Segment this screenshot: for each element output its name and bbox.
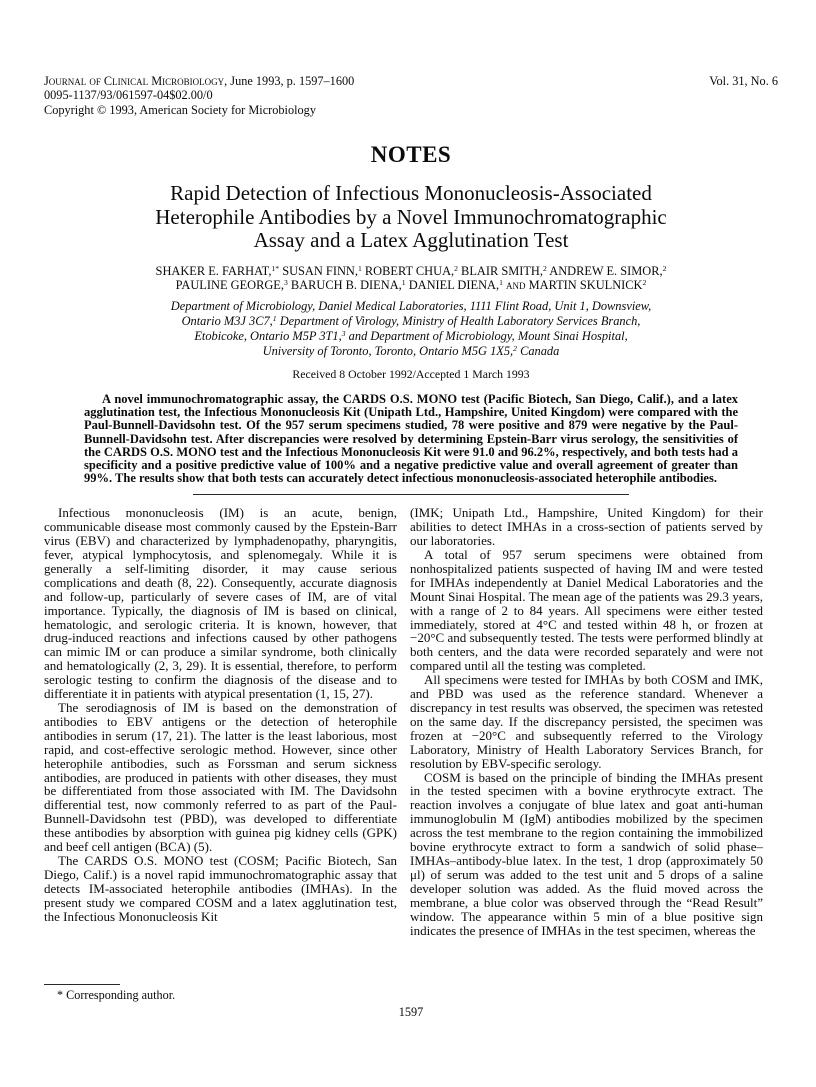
volume-info: Vol. 31, No. 6 (709, 74, 778, 88)
author-line: PAULINE GEORGE,$^3$ BARUCH B. DIENA,$^1$ DANIEL DIENA,$^1$ and MARTIN SKULNICK$^2$ (175, 278, 647, 293)
right-column (410, 506, 763, 1002)
superscript-ref: 1 (357, 263, 362, 273)
author-list (44, 264, 778, 293)
superscript-ref: 2 (542, 263, 547, 273)
affiliation-line: University of Toronto, Toronto, Ontario M5G 1X5,$^2$ Canada (262, 343, 560, 358)
section-heading: NOTES (370, 142, 452, 168)
journal-line: Journal of Clinical Microbiology, June 1993, p. 1597–1600 (44, 74, 355, 88)
body-paragraph: A total of 957 serum specimens were obtained from nonhospitalized patients suspected of having IM and were tested for IMHAs independently at Daniel Medical Laboratories and the Mount Sinai Hospital. The mean age of the patients was 29.3 years, with a range of 2 to 84 years. All specimens were either tested immediately, stored at 4°C and tested within 48 h, or frozen at −20°C and subsequently tested. The tests were performed blindly at both centers, and the data were recorded separately and were not compared until all the testing was completed. (410, 547, 763, 674)
body-paragraph: The CARDS O.S. MONO test (COSM; Pacific Biotech, San Diego, Calif.) is a novel rapid immunochromatographic assay that detects IM-associated heterophile antibodies (IMHAs). In the present study we compared COSM and a latex agglutination test, the Infectious Mononucleosis Kit (44, 852, 397, 924)
affiliations (44, 299, 778, 359)
superscript-ref: 1 (401, 278, 406, 288)
small-caps-text: and (506, 278, 526, 293)
superscript-ref: 2 (642, 278, 647, 288)
body-paragraph: The serodiagnosis of IM is based on the demonstration of antibodies to EBV antigens or the detection of heterophile antibodies in serum (17, 21). The latter is the least laborious, most rapid, and cost-effective serologic method. However, since other heterophile antibodies, such as Forssman and serum sickness antibodies, are produced in patients with other diseases, they must be differentiated from those associated with IM. The Davidsohn differential test, now commonly referred to as part of the Paul-Bunnell-Davidsohn test (PBD), was developed to differentiate these antibodies by absorption with guinea pig kidney cells (GPK) and beef cell antigen (BCA) (5). (44, 700, 397, 855)
superscript-ref: 2 (513, 343, 517, 353)
received-date: Received 8 October 1992/Accepted 1 March 1993 (292, 366, 530, 381)
superscript-ref: 1* (271, 263, 280, 273)
affiliation-line: Department of Microbiology, Daniel Medical Laboratories, 1111 Flint Road, Unit 1, Downsview, (170, 298, 652, 313)
footnote-divider (44, 984, 120, 985)
body-paragraph: Infectious mononucleosis (IM) is an acute, benign, communicable disease most commonly caused by the Epstein-Barr virus (EBV) and characterized by lymphadenopathy, pharyngitis, fever, atypical lymphocytosis, and splenomegaly. While it is generally a self-limiting disorder, it may cause serious complications and death (8, 22). Consequently, accurate diagnosis and follow-up, particularly of severe cases of IM, are of vital importance. Typically, the diagnosis of IM is based on clinical, hematologic, and serologic criteria. It is known, however, that drug-induced reactions and infections caused by other pathogens can mimic IM or can produce a similar syndrome, both clinically and hematologically (2, 3, 29). It is essential, therefore, to perform serologic testing to confirm the diagnosis of the disease and to differentiate it in patients with atypical presentation (1, 15, 27). (44, 505, 397, 702)
superscript-ref: 3 (341, 328, 346, 338)
body-paragraph: (IMK; Unipath Ltd., Hampshire, United Kingdom) for their abilities to detect IMHAs in a cross-section of patients served by our laboratories. (410, 505, 763, 549)
superscript-ref: 2 (454, 263, 458, 273)
issn-line: 0095-1137/93/061597-04$02.00/0 (44, 88, 213, 103)
title-line: Rapid Detection of Infectious Mononucleosis-Associated (170, 181, 652, 206)
superscript-ref: 2 (662, 263, 667, 273)
abstract: A novel immunochromatographic assay, the CARDS O.S. MONO test (Pacific Biotech, San Diego, Calif.), and a latex agglutination test, the Infectious Mononucleosis Kit (Unipath Ltd., Hampshire, United Kingdom) were compared with the Paul-Bunnell-Davidsohn test. Of the 957 serum specimens studied, 78 were positive and 879 were negative by the Paul-Bunnell-Davidsohn test. After discrepancies were resolved by determining Epstein-Barr virus serology, the sensitivities of the CARDS O.S. MONO test and the Infectious Mononucleosis Kit were 91.0 and 96.2%, respectively, and both tests had a specificity and a positive predictive value of 100% and a negative predictive value and overall agreement of greater than 99%. The results show that both tests can accurately detect infectious mononucleosis-associated heterophile antibodies. (84, 391, 738, 486)
page-header (44, 74, 778, 117)
body-columns (44, 506, 778, 1002)
page-number: 1597 (398, 1005, 424, 1020)
title-line: Assay and a Latex Agglutination Test (253, 228, 569, 253)
affiliation-line: Ontario M3J 3C7,$^1$ Department of Virology, Ministry of Health Laboratory Services Branch, (181, 313, 641, 328)
footnote-text: * Corresponding author. (57, 988, 176, 1003)
title-line: Heterophile Antibodies by a Novel Immunochromatographic (155, 204, 667, 229)
author-line: SHAKER E. FARHAT,$^{1*}$ SUSAN FINN,$^1$ ROBERT CHUA,$^2$ BLAIR SMITH,$^2$ ANDREW E. SIMOR,$^2$ (155, 263, 667, 278)
left-column-paragraphs (44, 506, 397, 923)
affiliation-line: Etobicoke, Ontario M5P 3T1,$^3$ and Department of Microbiology, Mount Sinai Hospital, (194, 328, 628, 343)
footnote (44, 984, 397, 1002)
body-paragraph: COSM is based on the principle of binding the IMHAs present in the tested specimen with a bovine erythrocyte extract. The reaction involves a conjugate of blue latex and goat anti-human immunoglobulin M (IgM) antibodies mobilized by the specimen across the test membrane to the region containing the immobilized bovine erythrocyte extract to form a sandwich of solid phase–IMHAs–antibody-blue latex. In the test, 1 drop (approximately 50 μl) of serum was added to the test unit and 5 drops of a saline developer solution was added. As the fluid moved across the membrane, a blue color was observed through the “Read Result” window. The appearance within 5 min of a blue positive sign indicates the presence of IMHAs in the test specimen, whereas the (410, 769, 763, 938)
body-paragraph: All specimens were tested for IMHAs by both COSM and IMK, and PBD was used as the reference standard. Whenever a discrepancy in test results was observed, the specimen was retested on the same day. If the discrepancy persisted, the specimen was frozen at −20°C and subsequently referred to the Virology Laboratory, Ministry of Health Laboratory Services Branch, for resolution by EBV-specific serology. (410, 672, 763, 771)
section-divider (193, 494, 629, 495)
superscript-ref: 1 (272, 313, 277, 323)
small-caps-text: Journal of Clinical Microbiology (44, 74, 225, 88)
journal-info (44, 74, 354, 117)
left-column (44, 506, 397, 1002)
copyright-line: Copyright © 1993, American Society for Microbiology (44, 102, 316, 117)
superscript-ref: 1 (499, 278, 503, 288)
superscript-ref: 3 (283, 278, 288, 288)
article-title (44, 182, 778, 253)
